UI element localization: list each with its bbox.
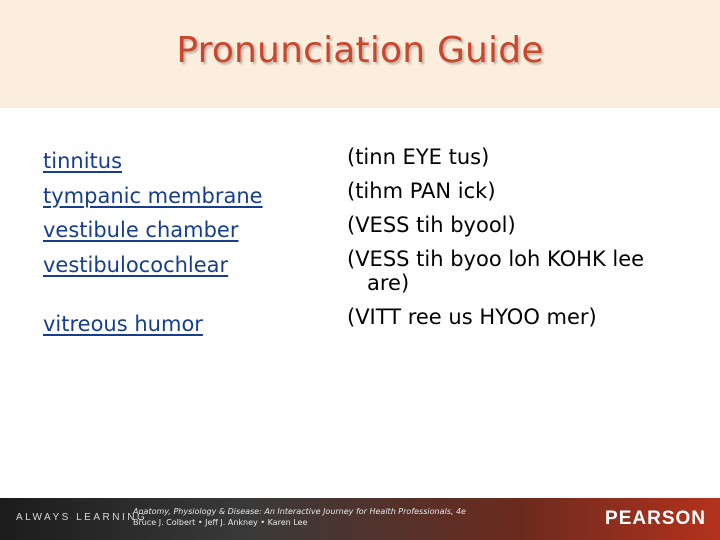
- footer-bar: [0, 498, 720, 540]
- pronunciation-vestibulocochlear-continued: are): [367, 271, 410, 295]
- term-list: [43, 144, 323, 342]
- pronunciation-vestibule-chamber: (VESS tih byool): [347, 213, 516, 237]
- pronunciation-tinnitus: (tinn EYE tus): [347, 145, 490, 169]
- book-credit: [133, 506, 466, 528]
- term-tympanic-membrane[interactable]: tympanic membrane: [43, 183, 263, 208]
- term-vestibulocochlear[interactable]: vestibulocochlear: [43, 252, 229, 277]
- book-title: Anatomy, Physiology & Disease: An Interactive Journey for Health Professionals, 4e: [133, 507, 466, 516]
- term-tinnitus[interactable]: tinnitus: [43, 149, 123, 173]
- pronunciation-vestibulocochlear: (VESS tih byoo loh KOHK lee: [347, 247, 645, 271]
- slide-title: Pronunciation Guide: [176, 30, 544, 71]
- term-vitreous-humor[interactable]: vitreous humor: [43, 312, 203, 336]
- title-band: [0, 0, 720, 108]
- book-authors: Bruce J. Colbert • Jeff J. Ankney • Karen Lee: [133, 518, 308, 527]
- term-vestibule-chamber[interactable]: vestibule chamber: [43, 218, 239, 242]
- always-learning-tagline: ALWAYS LEARNING: [16, 512, 148, 523]
- pronunciation-vitreous-humor: (VITT ree us HYOO mer): [347, 305, 597, 329]
- pronunciation-list: [347, 140, 717, 334]
- pearson-logo: PEARSON: [605, 508, 706, 529]
- spacer: [43, 282, 323, 307]
- pronunciation-tympanic-membrane: (tihm PAN ick): [347, 179, 496, 203]
